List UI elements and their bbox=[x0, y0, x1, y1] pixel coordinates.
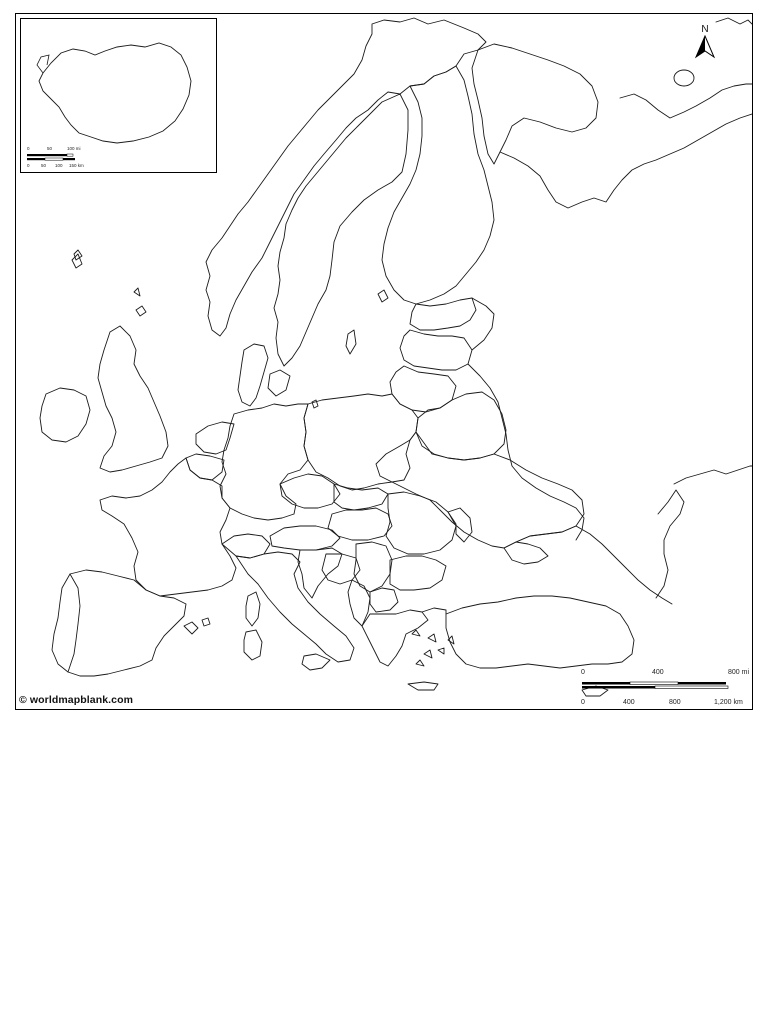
hungary-outline bbox=[328, 508, 392, 540]
kola-outline bbox=[472, 44, 598, 164]
main-scale-bottom-1: 400 bbox=[623, 699, 635, 706]
latvia-outline bbox=[400, 330, 472, 370]
iceland-west-fjords bbox=[37, 55, 49, 73]
inset-scale-bottom-0: 0 bbox=[27, 163, 30, 168]
caspian-west-coast bbox=[674, 466, 753, 484]
norway-outline bbox=[206, 18, 486, 336]
aland bbox=[378, 290, 388, 302]
sicily-outline bbox=[302, 654, 330, 670]
gotland bbox=[346, 330, 356, 354]
macedonia-outline bbox=[370, 588, 398, 612]
crimea-outline bbox=[504, 542, 548, 564]
main-scale-top-2: 800 mi bbox=[728, 669, 750, 676]
sardinia-outline bbox=[244, 630, 262, 660]
iceland-outline bbox=[39, 43, 191, 143]
belgium-outline bbox=[186, 454, 224, 480]
turkey-outline bbox=[446, 596, 634, 668]
main-scale-bottom-2: 800 bbox=[669, 699, 681, 706]
czechia-outline bbox=[280, 474, 340, 508]
serbia-outline bbox=[354, 542, 392, 592]
north-arrow-icon bbox=[694, 35, 716, 59]
france-outline bbox=[100, 458, 236, 596]
novaya-zemlya-tip bbox=[716, 18, 752, 24]
moldova-outline bbox=[448, 508, 472, 542]
slovakia-outline bbox=[334, 484, 388, 510]
main-scale-bottom-0: 0 bbox=[581, 699, 585, 706]
crete-outline bbox=[408, 682, 438, 690]
ireland-outline bbox=[40, 388, 90, 442]
europe-map-frame bbox=[15, 13, 753, 710]
turkey-thrace bbox=[422, 608, 446, 614]
greece-outline bbox=[362, 610, 428, 666]
denmark-outline bbox=[238, 344, 290, 406]
inset-scale-top-0: 0 bbox=[27, 146, 30, 151]
portugal-border bbox=[68, 574, 80, 672]
white-sea-coast bbox=[500, 114, 752, 208]
inset-scale-bottom-2: 100 bbox=[55, 163, 63, 168]
slovenia-croatia-outline bbox=[298, 548, 342, 598]
russia-western-border bbox=[468, 298, 584, 540]
main-scale-top-1: 400 bbox=[652, 669, 664, 676]
map-credit[interactable]: © worldmapblank.com bbox=[19, 694, 134, 706]
north-arrow bbox=[694, 25, 716, 61]
inset-scale-bar bbox=[27, 154, 75, 160]
italy-outline bbox=[236, 552, 354, 662]
finland-outline bbox=[382, 66, 494, 304]
iceland-inset bbox=[20, 18, 217, 173]
bulgaria-outline bbox=[390, 556, 446, 590]
germany-outline bbox=[220, 404, 308, 520]
faroe-islands bbox=[72, 254, 82, 268]
great-britain-outline bbox=[98, 326, 168, 472]
balearic-islands bbox=[184, 618, 210, 634]
russia-arctic-coast bbox=[620, 84, 752, 118]
corsica-outline bbox=[246, 592, 260, 626]
kolguev-island bbox=[674, 70, 694, 86]
main-scale-bar bbox=[581, 669, 751, 709]
lithuania-outline bbox=[390, 366, 456, 412]
main-scale-top-0: 0 bbox=[581, 669, 585, 676]
inset-scale-top-2: 100 mi bbox=[67, 146, 81, 151]
inset-scale-bottom-1: 50 bbox=[41, 163, 47, 168]
inset-scale-top-1: 50 bbox=[47, 146, 53, 151]
caspian-shore bbox=[656, 490, 684, 598]
inset-scale-bottom-3: 150 km bbox=[69, 163, 84, 168]
romania-outline bbox=[386, 492, 456, 554]
main-scale-bar-graphic bbox=[581, 681, 751, 693]
main-scale-bottom-3: 1,200 km bbox=[714, 699, 743, 706]
north-label: N bbox=[701, 24, 709, 35]
northern-isles bbox=[74, 250, 146, 316]
black-sea-north-coast bbox=[516, 526, 672, 604]
